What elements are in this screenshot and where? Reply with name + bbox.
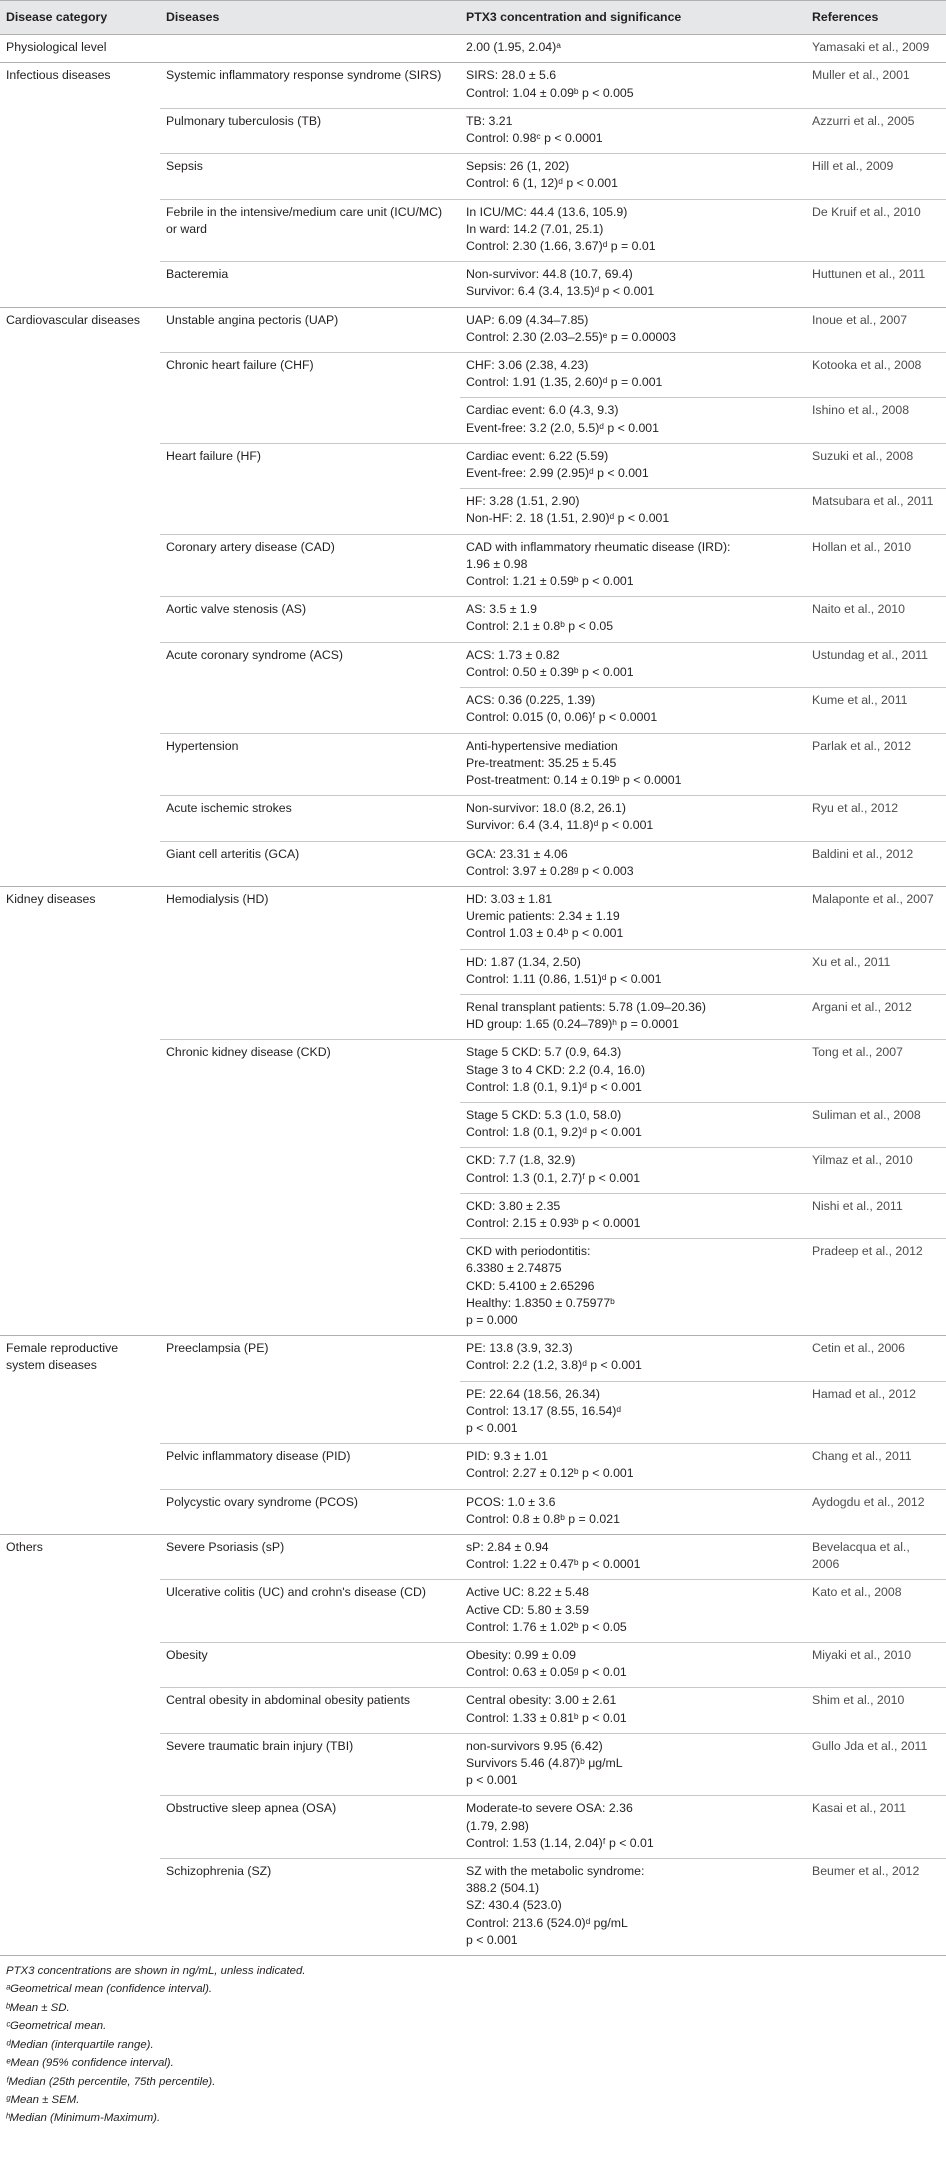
concentration-line: Active UC: 8.22 ± 5.48 [466,1585,589,1600]
concentration-line: Renal transplant patients: 5.78 (1.09–20.36) [466,999,706,1014]
table-row [0,1193,946,1238]
disease-cell: Pulmonary tuberculosis (TB) [160,108,460,153]
concentration-line: SIRS: 28.0 ± 5.6 [466,68,557,83]
disease-category-cell [0,489,160,534]
concentration-cell [460,63,806,108]
concentration-line: Obesity: 0.99 ± 0.09 [466,1648,576,1663]
reference-cell: Gullo Jda et al., 2011 [806,1733,946,1796]
table-row [0,1239,946,1336]
footnote: ᶠMedian (25th percentile, 75th percentile). [6,2075,216,2088]
disease-category-cell [0,1040,160,1103]
disease-cell: Schizophrenia (SZ) [160,1859,460,1956]
disease-category-cell [0,949,160,994]
concentration-line: Cardiac event: 6.0 (4.3, 9.3) [466,403,619,418]
concentration-line: Control: 0.8 ± 0.8ᵇ p = 0.021 [466,1511,620,1526]
disease-cell: Aortic valve stenosis (AS) [160,597,460,642]
concentration-line: Control: 1.91 (1.35, 2.60)ᵈ p = 0.001 [466,375,663,390]
disease-cell [160,1381,460,1444]
concentration-line: HD: 3.03 ± 1.81 [466,891,553,906]
disease-category-cell [0,398,160,443]
concentration-line: Control: 2.27 ± 0.12ᵇ p < 0.001 [466,1466,634,1481]
table-row [0,1381,946,1444]
reference-cell: Matsubara et al., 2011 [806,489,946,534]
concentration-line: p < 0.001 [466,1932,518,1947]
reference-cell: Naito et al., 2010 [806,597,946,642]
concentration-cell [460,108,806,153]
disease-category-cell: Kidney diseases [6,891,96,906]
concentration-line: Control: 213.6 (524.0)ᵈ pg/mL [466,1915,628,1930]
concentration-line: HF: 3.28 (1.51, 2.90) [466,494,580,509]
disease-category-cell [0,1444,160,1489]
table-body [0,35,946,1956]
concentration-line: SZ: 430.4 (523.0) [466,1898,562,1913]
concentration-line: Stage 3 to 4 CKD: 2.2 (0.4, 16.0) [466,1062,646,1077]
disease-cell: Giant cell arteritis (GCA) [160,841,460,886]
concentration-line: Control: 1.04 ± 0.09ᵇ p < 0.005 [466,85,634,100]
concentration-line: Active CD: 5.80 ± 3.59 [466,1602,589,1617]
disease-category-cell [0,154,160,199]
table-row [0,1733,946,1796]
concentration-line: ACS: 1.73 ± 0.82 [466,647,560,662]
concentration-cell [460,1193,806,1238]
table-row [0,597,946,642]
disease-cell: Unstable angina pectoris (UAP) [160,307,460,352]
reference-cell: Bevelacqua et al., 2006 [806,1535,946,1580]
table-row [0,1859,946,1956]
table-row [0,1643,946,1688]
concentration-line: CHF: 3.06 (2.38, 4.23) [466,358,589,373]
concentration-line: (1.79, 2.98) [466,1818,529,1833]
disease-cell: Ulcerative colitis (UC) and crohn's disease (CD) [160,1580,460,1643]
table-row [0,949,946,994]
disease-cell: Sepsis [160,154,460,199]
concentration-line: Post-treatment: 0.14 ± 0.19ᵇ p < 0.0001 [466,772,682,787]
concentration-cell [460,1102,806,1147]
reference-cell: Ryu et al., 2012 [806,796,946,841]
concentration-cell [460,1796,806,1859]
concentration-line: Non-survivor: 44.8 (10.7, 69.4) [466,267,633,282]
reference-cell: Inoue et al., 2007 [806,307,946,352]
reference-cell: Kume et al., 2011 [806,688,946,733]
concentration-line: Control: 1.53 (1.14, 2.04)ᶠ p < 0.01 [466,1835,654,1850]
concentration-line: Control: 2.30 (2.03–2.55)ᵉ p = 0.00003 [466,329,677,344]
header-disease-category: Disease category [0,1,160,35]
table-row [0,994,946,1039]
footnote: ʰMedian (Minimum-Maximum). [6,2112,161,2125]
concentration-cell [460,1688,806,1733]
concentration-cell [460,597,806,642]
reference-cell: Suliman et al., 2008 [806,1102,946,1147]
disease-category-cell [0,796,160,841]
concentration-cell [460,154,806,199]
concentration-cell [460,35,806,63]
disease-cell [160,398,460,443]
concentration-cell [460,886,806,949]
concentration-line: PE: 22.64 (18.56, 26.34) [466,1386,600,1401]
concentration-line: Non-HF: 2. 18 (1.51, 2.90)ᵈ p < 0.001 [466,511,670,526]
table-row [0,1040,946,1103]
table-row [0,688,946,733]
disease-category-cell [0,1643,160,1688]
concentration-line: Control: 1.8 (0.1, 9.2)ᵈ p < 0.001 [466,1125,642,1140]
disease-cell: Acute ischemic strokes [160,796,460,841]
footnote: ᵉMean (95% confidence interval). [6,2057,174,2070]
concentration-line: CKD with periodontitis: [466,1244,591,1259]
table-row [0,1580,946,1643]
disease-category-cell: Others [6,1540,43,1555]
reference-cell: Kotooka et al., 2008 [806,353,946,398]
concentration-cell [460,841,806,886]
concentration-line: CKD: 5.4100 ± 2.65296 [466,1278,595,1293]
concentration-line: Cardiac event: 6.22 (5.59) [466,448,609,463]
disease-category-cell: Infectious diseases [6,68,111,83]
concentration-cell [460,949,806,994]
table-row [0,443,946,488]
disease-category-cell [0,1796,160,1859]
concentration-line: Pre-treatment: 35.25 ± 5.45 [466,755,617,770]
reference-cell: Huttunen et al., 2011 [806,262,946,307]
reference-cell: Baldini et al., 2012 [806,841,946,886]
concentration-line: Event-free: 2.99 (2.95)ᵈ p < 0.001 [466,466,649,481]
concentration-line: UAP: 6.09 (4.34–7.85) [466,312,589,327]
reference-cell: Hamad et al., 2012 [806,1381,946,1444]
table-row [0,262,946,307]
footnote: ᵇMean ± SD. [6,2001,70,2014]
concentration-line: Control: 1.22 ± 0.47ᵇ p < 0.0001 [466,1557,641,1572]
footnote: ᵍMean ± SEM. [6,2093,80,2106]
concentration-cell [460,1859,806,1956]
disease-cell: Obstructive sleep apnea (OSA) [160,1796,460,1859]
concentration-cell [460,994,806,1039]
disease-cell [160,949,460,994]
concentration-line: Survivor: 6.4 (3.4, 13.5)ᵈ p < 0.001 [466,284,655,299]
concentration-cell [460,1381,806,1444]
disease-cell: Hemodialysis (HD) [166,891,269,906]
concentration-line: Stage 5 CKD: 5.3 (1.0, 58.0) [466,1107,622,1122]
header-ptx3-concentration: PTX3 concentration and significance [460,1,806,35]
table-row [0,1796,946,1859]
concentration-cell [460,307,806,352]
concentration-line: Control: 1.3 (0.1, 2.7)ᶠ p < 0.001 [466,1170,641,1185]
table-row [0,1489,946,1534]
disease-cell: Chronic heart failure (CHF) [166,358,314,373]
concentration-line: CKD: 3.80 ± 2.35 [466,1198,561,1213]
concentration-line: HD: 1.87 (1.34, 2.50) [466,954,581,969]
concentration-line: Control 1.03 ± 0.4ᵇ p < 0.001 [466,926,624,941]
table-row [0,841,946,886]
concentration-cell [460,398,806,443]
table-row [0,733,946,796]
disease-cell [160,1193,460,1238]
table-row [0,108,946,153]
concentration-line: 388.2 (504.1) [466,1881,540,1896]
concentration-line: Event-free: 3.2 (2.0, 5.5)ᵈ p < 0.001 [466,420,659,435]
table-row [0,1688,946,1733]
concentration-line: Control: 1.33 ± 0.81ᵇ p < 0.01 [466,1710,627,1725]
concentration-line: Control: 0.50 ± 0.39ᵇ p < 0.001 [466,664,634,679]
disease-cell [160,35,460,63]
table-row [0,1148,946,1193]
disease-category-cell [0,1193,160,1238]
disease-cell: Severe traumatic brain injury (TBI) [160,1733,460,1796]
concentration-cell [460,1643,806,1688]
disease-cell [160,1102,460,1147]
disease-category-cell [0,1102,160,1147]
concentration-line: Control: 1.8 (0.1, 9.1)ᵈ p < 0.001 [466,1079,642,1094]
concentration-cell [460,262,806,307]
concentration-line: Control: 0.63 ± 0.05ᵍ p < 0.01 [466,1665,627,1680]
concentration-line: CAD with inflammatory rheumatic disease (IRD): [466,539,731,554]
disease-category-cell [0,1733,160,1796]
concentration-line: Control: 0.015 (0, 0.06)ᶠ p < 0.0001 [466,710,658,725]
table-row [0,199,946,262]
reference-cell: Yilmaz et al., 2010 [806,1148,946,1193]
disease-category-cell [0,534,160,597]
concentration-line: Control: 3.97 ± 0.28ᵍ p < 0.003 [466,863,634,878]
reference-cell: Azzurri et al., 2005 [806,108,946,153]
disease-cell: Heart failure (HF) [166,448,261,463]
concentration-line: Control: 1.21 ± 0.59ᵇ p < 0.001 [466,574,634,589]
concentration-line: Uremic patients: 2.34 ± 1.19 [466,909,620,924]
table-row [0,642,946,687]
concentration-line: non-survivors 9.95 (6.42) [466,1738,603,1753]
disease-category-cell [0,108,160,153]
concentration-line: Moderate-to severe OSA: 2.36 [466,1801,633,1816]
disease-category-cell [0,1580,160,1643]
disease-category-cell [0,688,160,733]
concentration-line: ACS: 0.36 (0.225, 1.39) [466,693,596,708]
footnote: ᶜGeometrical mean. [6,2020,107,2033]
concentration-line: TB: 3.21 [466,113,513,128]
concentration-cell [460,642,806,687]
disease-category-cell [0,353,160,398]
concentration-cell [460,1444,806,1489]
table-row [0,1102,946,1147]
concentration-cell [460,353,806,398]
reference-cell: Nishi et al., 2011 [806,1193,946,1238]
concentration-line: Control: 6 (1, 12)ᵈ p < 0.001 [466,176,618,191]
table-row [0,307,946,352]
reference-cell: Pradeep et al., 2012 [806,1239,946,1336]
disease-cell: Central obesity in abdominal obesity patients [160,1688,460,1733]
disease-cell: Obesity [160,1643,460,1688]
concentration-line: p < 0.001 [466,1421,518,1435]
table-row [0,154,946,199]
disease-category-cell [0,597,160,642]
reference-cell: Shim et al., 2010 [806,1688,946,1733]
concentration-cell [460,489,806,534]
table-row [0,796,946,841]
disease-cell: Preeclampsia (PE) [166,1341,269,1356]
table-row [0,398,946,443]
disease-cell [160,688,460,733]
disease-category-cell [0,994,160,1039]
footnote: ᵈMedian (interquartile range). [6,2038,154,2051]
reference-cell: Ustundag et al., 2011 [806,642,946,687]
concentration-line: 6.3380 ± 2.74875 [466,1261,562,1276]
reference-cell: Kato et al., 2008 [806,1580,946,1643]
disease-category-cell [0,1381,160,1444]
concentration-line: Sepsis: 26 (1, 202) [466,159,570,174]
disease-cell: Hypertension [160,733,460,796]
concentration-line: Control: 2.2 (1.2, 3.8)ᵈ p < 0.001 [466,1358,642,1373]
concentration-line: PE: 13.8 (3.9, 32.3) [466,1341,573,1356]
concentration-line: AS: 3.5 ± 1.9 [466,602,538,617]
disease-cell [160,489,460,534]
disease-category-cell [0,1489,160,1534]
footnote: PTX3 concentrations are shown in ng/mL, unless indicated. [6,1965,306,1978]
concentration-line: Stage 5 CKD: 5.7 (0.9, 64.3) [466,1045,622,1060]
disease-category-cell [0,443,160,488]
reference-cell: Hollan et al., 2010 [806,534,946,597]
concentration-cell [460,1040,806,1103]
reference-cell: Beumer et al., 2012 [806,1859,946,1956]
table-row [0,63,946,108]
concentration-cell [460,1535,806,1580]
disease-cell: Acute coronary syndrome (ACS) [166,647,344,662]
concentration-line: Control: 1.11 (0.86, 1.51)ᵈ p < 0.001 [466,971,662,986]
concentration-line: p = 0.000 [466,1312,518,1327]
disease-category-cell [0,1239,160,1336]
concentration-line: Non-survivor: 18.0 (8.2, 26.1) [466,801,626,816]
concentration-line: Healthy: 1.8350 ± 0.75977ᵇ [466,1295,615,1310]
reference-cell: Muller et al., 2001 [806,63,946,108]
concentration-line: CKD: 7.7 (1.8, 32.9) [466,1153,576,1168]
table-row [0,1535,946,1580]
concentration-cell [460,199,806,262]
concentration-line: sP: 2.84 ± 0.94 [466,1540,549,1555]
concentration-line: HD group: 1.65 (0.24–789)ʰ p = 0.0001 [466,1017,679,1032]
reference-cell: Cetin et al., 2006 [806,1336,946,1381]
disease-category-cell [0,841,160,886]
concentration-cell [460,688,806,733]
concentration-line: GCA: 23.31 ± 4.06 [466,846,568,861]
concentration-line: Control: 2.15 ± 0.93ᵇ p < 0.0001 [466,1215,641,1230]
disease-cell: Coronary artery disease (CAD) [160,534,460,597]
concentration-line: Control: 13.17 (8.55, 16.54)ᵈ [466,1403,622,1418]
concentration-line: Control: 0.98ᶜ p < 0.0001 [466,131,603,146]
reference-cell: Xu et al., 2011 [806,949,946,994]
disease-category-cell [0,1688,160,1733]
disease-category-cell [0,1148,160,1193]
reference-cell: Suzuki et al., 2008 [806,443,946,488]
reference-cell: Chang et al., 2011 [806,1444,946,1489]
reference-cell: Tong et al., 2007 [806,1040,946,1103]
reference-cell: Yamasaki et al., 2009 [806,35,946,63]
concentration-line: Control: 1.76 ± 1.02ᵇ p < 0.05 [466,1619,627,1634]
concentration-cell [460,1733,806,1796]
disease-cell [160,1148,460,1193]
disease-cell: Polycystic ovary syndrome (PCOS) [160,1489,460,1534]
concentration-line: SZ with the metabolic syndrome: [466,1864,645,1879]
disease-category-cell [0,1859,160,1956]
disease-category-cell: Physiological level [0,35,160,63]
table-row [0,35,946,63]
concentration-line: Survivors 5.46 (4.87)ᵇ μg/mL [466,1756,623,1771]
table-header-row [0,1,946,35]
disease-cell [160,994,460,1039]
disease-category-cell [0,262,160,307]
table-row [0,353,946,398]
disease-category-cell: Cardiovascular diseases [6,312,140,327]
concentration-cell [460,733,806,796]
reference-cell: Argani et al., 2012 [806,994,946,1039]
concentration-line: Central obesity: 3.00 ± 2.61 [466,1693,617,1708]
reference-cell: Kasai et al., 2011 [806,1796,946,1859]
concentration-line: 1.96 ± 0.98 [466,556,528,571]
disease-category-cell [0,642,160,687]
reference-cell: Parlak et al., 2012 [806,733,946,796]
disease-cell: Severe Psoriasis (sP) [160,1535,460,1580]
concentration-cell [460,1489,806,1534]
concentration-cell [460,1148,806,1193]
reference-cell: Aydogdu et al., 2012 [806,1489,946,1534]
table-row [0,1336,946,1381]
disease-cell: Febrile in the intensive/medium care unit (ICU/MC) or ward [160,199,460,262]
concentration-line: PID: 9.3 ± 1.01 [466,1449,548,1464]
table-row [0,1444,946,1489]
concentration-cell [460,796,806,841]
concentration-line: Control: 2.30 (1.66, 3.67)ᵈ p = 0.01 [466,239,656,254]
table-row [0,886,946,949]
header-diseases: Diseases [160,1,460,35]
disease-cell [160,1239,460,1336]
disease-category-cell [0,733,160,796]
reference-cell: De Kruif et al., 2010 [806,199,946,262]
concentration-line: Anti-hypertensive mediation [466,738,618,753]
concentration-line: p < 0.001 [466,1773,518,1788]
concentration-line: In ward: 14.2 (7.01, 25.1) [466,221,604,236]
disease-category-cell: Female reproductive system diseases [6,1341,119,1373]
disease-category-cell [0,199,160,262]
concentration-cell [460,1336,806,1381]
table-footnotes [0,1956,946,2128]
concentration-cell [460,443,806,488]
table-row [0,534,946,597]
disease-cell: Pelvic inflammatory disease (PID) [160,1444,460,1489]
table-row [0,489,946,534]
concentration-line: 2.00 (1.95, 2.04)ᵃ [466,40,561,55]
disease-cell: Bacteremia [160,262,460,307]
disease-cell: Systemic inflammatory response syndrome (SIRS) [160,63,460,108]
footnote: ᵃGeometrical mean (confidence interval). [6,1983,213,1996]
concentration-cell [460,534,806,597]
concentration-cell [460,1580,806,1643]
header-references: References [806,1,946,35]
reference-cell: Hill et al., 2009 [806,154,946,199]
disease-cell: Chronic kidney disease (CKD) [166,1045,331,1060]
reference-cell: Miyaki et al., 2010 [806,1643,946,1688]
concentration-line: Control: 2.1 ± 0.8ᵇ p < 0.05 [466,619,614,634]
concentration-line: Survivor: 6.4 (3.4, 11.8)ᵈ p < 0.001 [466,818,654,833]
concentration-line: In ICU/MC: 44.4 (13.6, 105.9) [466,204,628,219]
reference-cell: Ishino et al., 2008 [806,398,946,443]
concentration-cell [460,1239,806,1336]
reference-cell: Malaponte et al., 2007 [806,886,946,949]
concentration-line: PCOS: 1.0 ± 3.6 [466,1494,556,1509]
